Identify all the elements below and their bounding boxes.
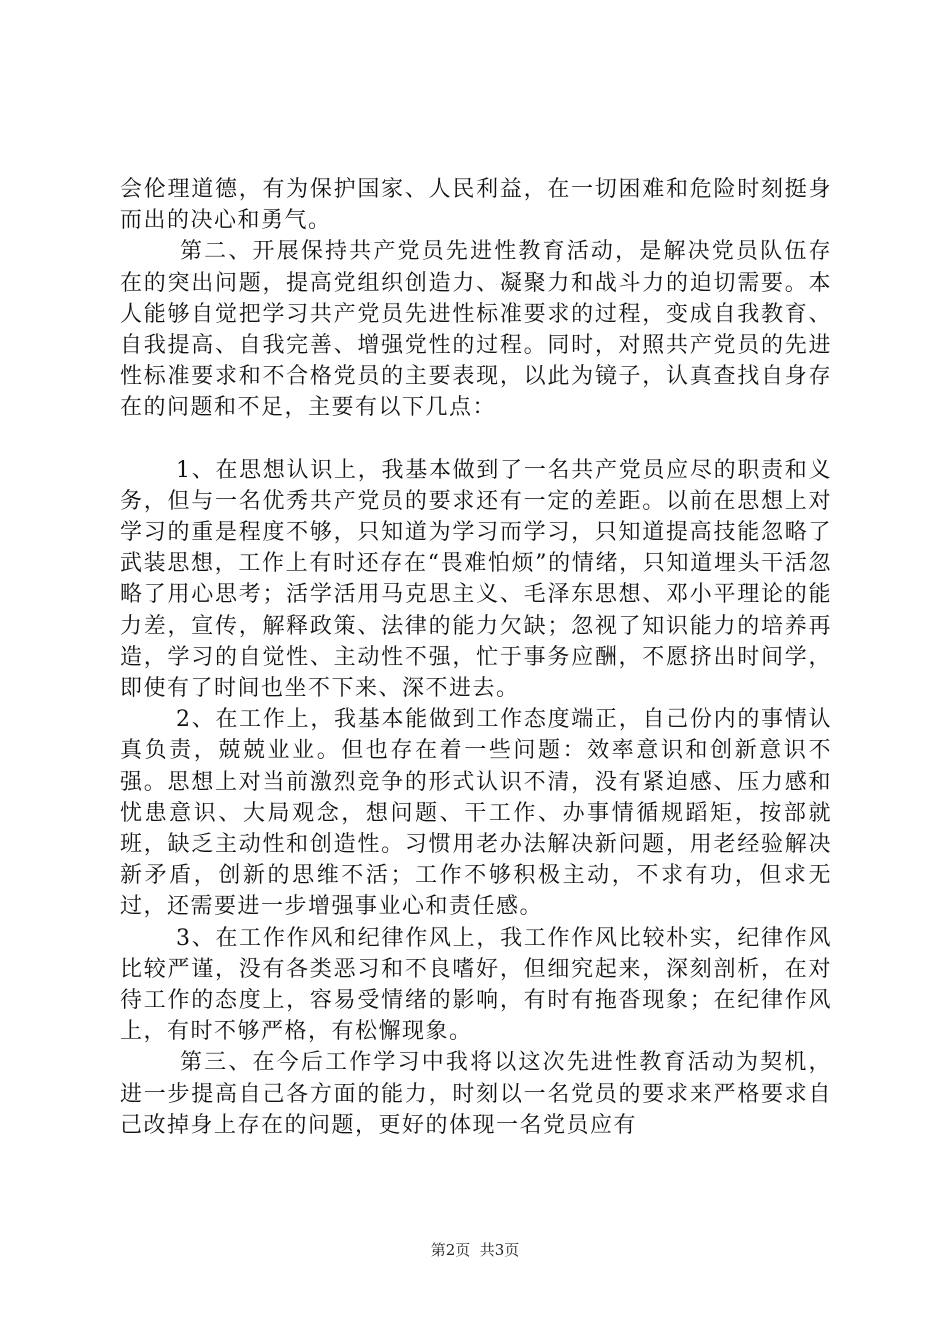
paragraph-item-3: 3、在工作作风和纪律作风上，我工作作风比较朴实，纪律作风比较严谨，没有各类恶习和不良嗜好，但细究起来，深刻剖析，在对待工作的态度上，容易受情绪的影响，有时有拖沓现象；在纪律作风上，有时不够严格，有松懈现象。	[120, 925, 832, 1045]
paragraph-item-2: 2、在工作上，我基本能做到工作态度端正，自己份内的事情认真负责，兢兢业业。但也存在着一些问题：效率意识和创新意识不强。思想上对当前激烈竞争的形式认识不清，没有紧迫感、压力感和忧患意识、大局观念，想问题、干工作、办事情循规蹈矩，按部就班，缺乏主动性和创造性。习惯用老办法解决新问题，用老经验解决新矛盾，创新的思维不活；工作不够积极主动，不求有功，但求无过，还需要进一步增强事业心和责任感。	[120, 707, 832, 920]
page-footer: 第2页 共3页	[430, 1241, 520, 1259]
document-body	[120, 174, 832, 1141]
paragraph-continuation: 会伦理道德，有为保护国家、人民利益，在一切困难和危险时刻挺身而出的决心和勇气。	[120, 177, 832, 234]
paragraph-item-1: 1、在思想认识上，我基本做到了一名共产党员应尽的职责和义务，但与一名优秀共产党员的要求还有一定的差距。以前在思想上对学习的重是程度不够，只知道为学习而学习，只知道提高技能忽略了武装思想，工作上有时还存在“畏难怕烦”的情绪，只知道埋头干活忽略了用心思考；活学活用马克思主义、毛泽东思想、邓小平理论的能力差，宣传，解释政策、法律的能力欠缺；忽视了知识能力的培养再造，学习的自觉性、主动性不强，忙于事务应酬，不愿挤出时间学，即使有了时间也坐不下来、深不进去。	[120, 457, 832, 702]
paragraph-second-point: 第二、开展保持共产党员先进性教育活动，是解决党员队伍存在的突出问题，提高党组织创造力、凝聚力和战斗力的迫切需要。本人能够自觉把学习共产党员先进性标准要求的过程，变成自我教育、自我提高、自我完善、增强党性的过程。同时，对照共产党员的先进性标准要求和不合格党员的主要表现，以此为镜子，认真查找自身存在的问题和不足，主要有以下几点：	[120, 239, 832, 421]
paragraph-third-point: 第三、在今后工作学习中我将以这次先进性教育活动为契机，进一步提高自己各方面的能力，时刻以一名党员的要求来严格要求自己改掉身上存在的问题，更好的体现一名党员应有	[120, 1050, 832, 1138]
